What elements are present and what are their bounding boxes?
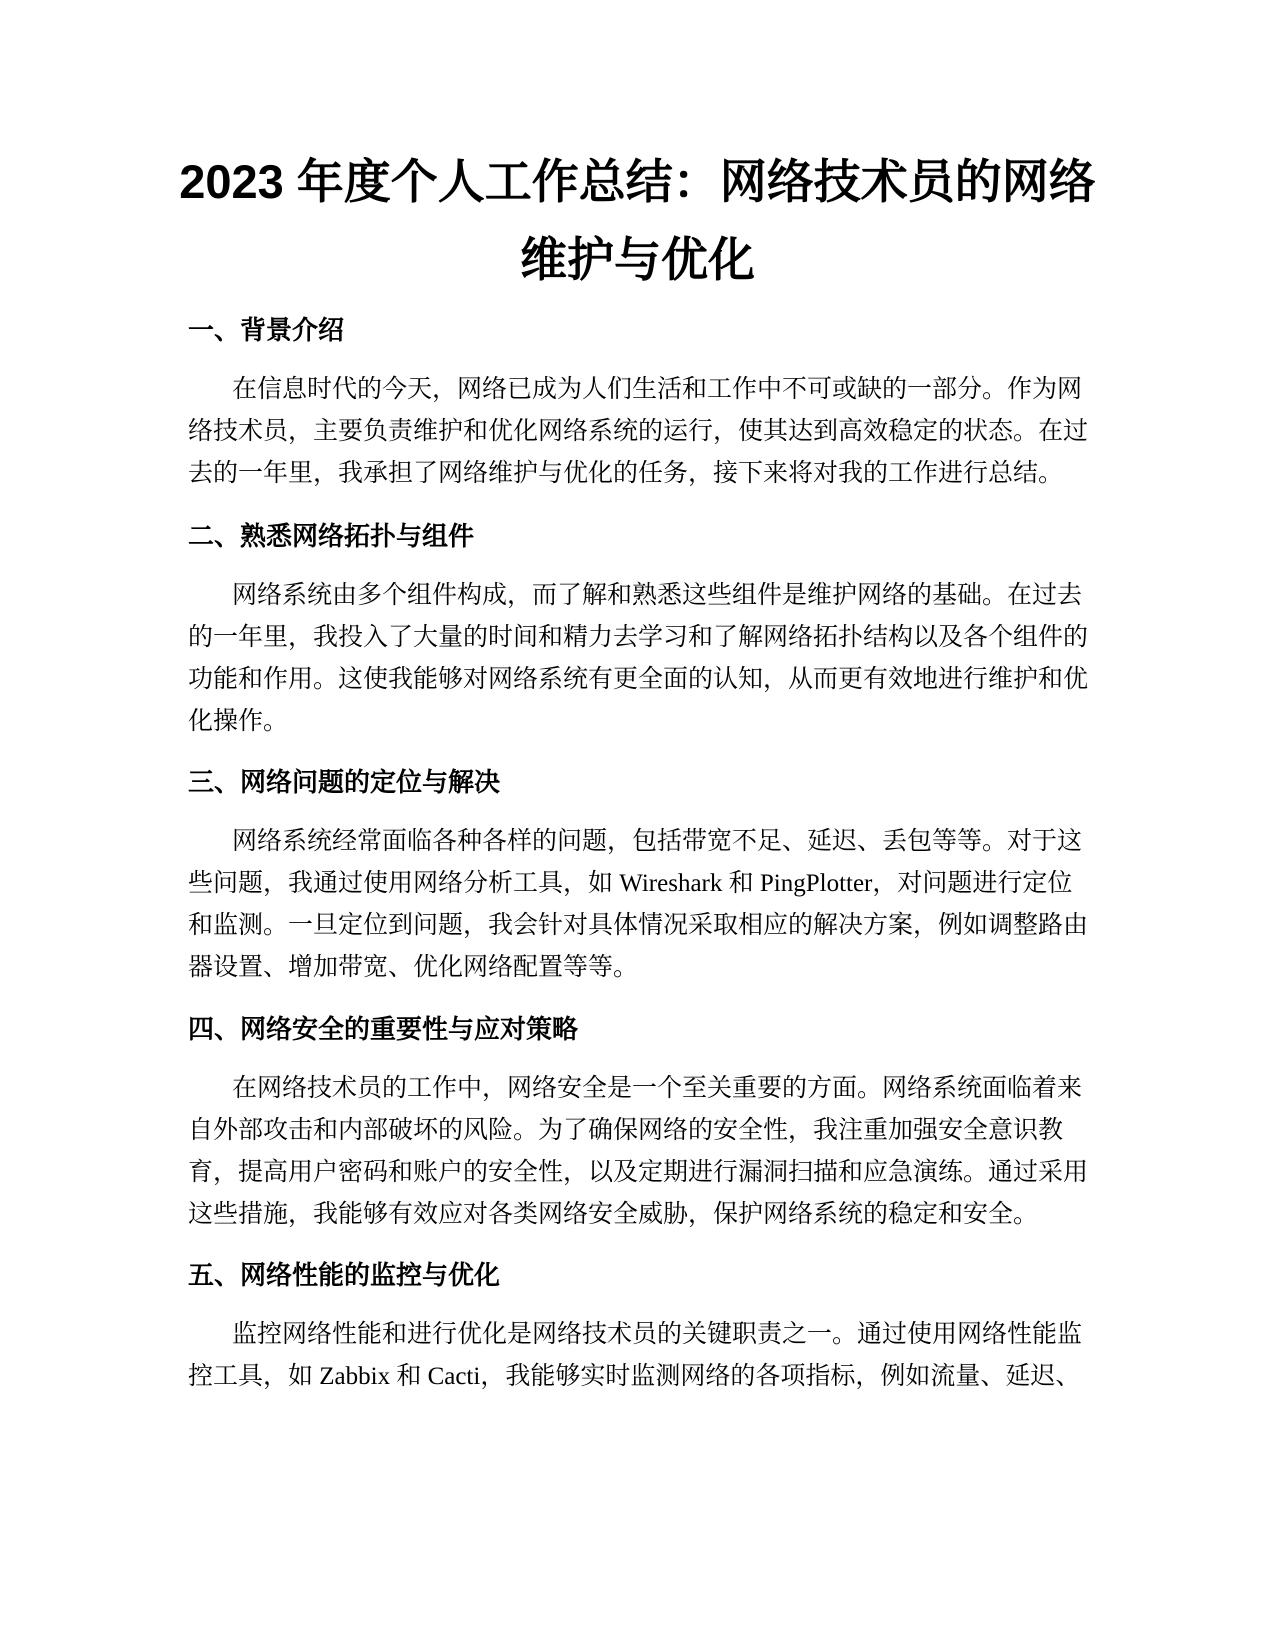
paragraph-line: 功能和作用。这使我能够对网络系统有更全面的认知，从而更有效地进行维护和优 xyxy=(188,666,1089,693)
section-heading-troubleshooting: 三、网络问题的定位与解决 xyxy=(188,767,501,797)
paragraph-line: 络技术员，主要负责维护和优化网络系统的运行，使其达到高效稳定的状态。在过 xyxy=(188,418,1089,445)
section-heading-background: 一、背景介绍 xyxy=(188,315,345,345)
paragraph-line: 控工具，如 Zabbix 和 Cacti，我能够实时监测网络的各项指标，例如流量、延迟、 xyxy=(188,1363,1081,1390)
section-paragraph-performance xyxy=(188,1314,1088,1398)
paragraph-line: 网络系统由多个组件构成，而了解和熟悉这些组件是维护网络的基础。在过去 xyxy=(232,582,1083,609)
paragraph-line: 器设置、增加带宽、优化网络配置等等。 xyxy=(188,954,639,981)
paragraph-line: 化操作。 xyxy=(188,708,289,735)
paragraph-line: 在信息时代的今天，网络已成为人们生活和工作中不可或缺的一部分。作为网 xyxy=(232,376,1083,403)
paragraph-line: 这些措施，我能够有效应对各类网络安全威胁，保护网络系统的稳定和安全。 xyxy=(188,1201,1039,1228)
paragraph-line: 育，提高用户密码和账户的安全性，以及定期进行漏洞扫描和应急演练。通过采用 xyxy=(188,1159,1089,1186)
document-title-line-2: 维护与优化 xyxy=(520,233,755,286)
section-paragraph-background xyxy=(188,369,1088,495)
paragraph-line: 自外部攻击和内部破坏的风险。为了确保网络的安全性，我注重加强安全意识教 xyxy=(188,1117,1064,1144)
paragraph-line: 监控网络性能和进行优化是网络技术员的关键职责之一。通过使用网络性能监 xyxy=(232,1321,1083,1348)
paragraph-line: 和监测。一旦定位到问题，我会针对具体情况采取相应的解决方案，例如调整路由 xyxy=(188,912,1089,939)
paragraph-line: 些问题，我通过使用网络分析工具，如 Wireshark 和 PingPlotter，对问题进行定位 xyxy=(188,870,1073,897)
section-paragraph-topology xyxy=(188,575,1088,743)
paragraph-line: 的一年里，我投入了大量的时间和精力去学习和了解网络拓扑结构以及各个组件的 xyxy=(188,624,1089,651)
paragraph-line: 网络系统经常面临各种各样的问题，包括带宽不足、延迟、丢包等等。对于这 xyxy=(232,828,1083,855)
section-heading-security: 四、网络安全的重要性与应对策略 xyxy=(188,1014,579,1044)
document-title-line-1: 2023 年度个人工作总结：网络技术员的网络 xyxy=(179,155,1096,208)
section-paragraph-security xyxy=(188,1068,1088,1236)
section-heading-topology: 二、熟悉网络拓扑与组件 xyxy=(188,521,475,551)
paragraph-line: 去的一年里，我承担了网络维护与优化的任务，接下来将对我的工作进行总结。 xyxy=(188,460,1064,487)
paragraph-line: 在网络技术员的工作中，网络安全是一个至关重要的方面。网络系统面临着来 xyxy=(232,1075,1083,1102)
section-paragraph-troubleshooting xyxy=(188,821,1088,989)
section-heading-performance: 五、网络性能的监控与优化 xyxy=(188,1260,501,1290)
